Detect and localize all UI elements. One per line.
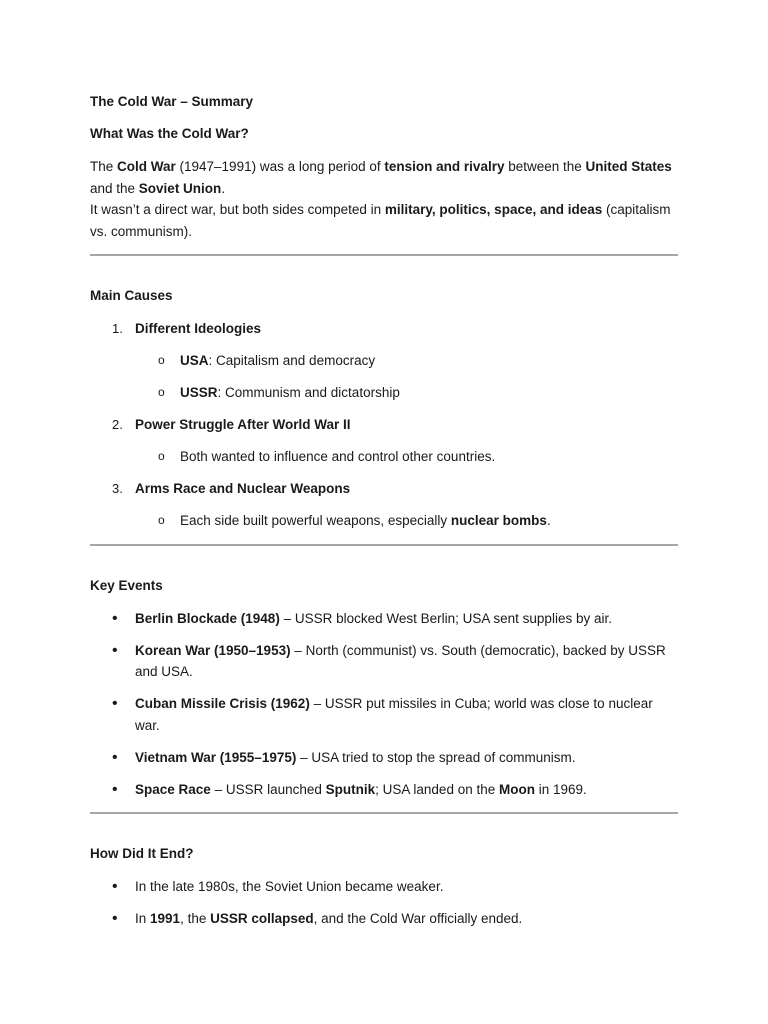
bullet-icon: •: [112, 878, 118, 895]
text-run: (capitalism vs. communism).: [90, 202, 671, 239]
bold-text: Sputnik: [325, 781, 376, 797]
text-run: – USA tried to stop the spread of communism.: [296, 749, 576, 765]
bullet-icon: •: [112, 780, 118, 798]
list-number: 2.: [112, 417, 123, 432]
bold-text: tension and rivalry: [384, 159, 505, 174]
section-heading-main-causes: Main Causes: [90, 288, 173, 303]
sub-list: [135, 350, 678, 404]
circle-bullet-icon: o: [158, 353, 165, 367]
bold-text: USSR collapsed: [210, 911, 314, 926]
bullet-icon: •: [112, 910, 118, 927]
text-run: and the: [90, 180, 139, 196]
text-run: In: [135, 911, 151, 926]
bullet-list: [90, 876, 678, 930]
text-run: in 1969.: [534, 781, 587, 797]
bullet-icon: •: [112, 609, 118, 627]
bold-text: Vietnam War (1955–1975): [135, 749, 297, 765]
circle-bullet-icon: o: [158, 513, 165, 527]
list-item-title: Different Ideologies: [135, 321, 262, 336]
sub-list-item: [135, 510, 678, 532]
document-body: [90, 92, 678, 930]
list-item: [90, 318, 678, 404]
bold-text: military, politics, space, and ideas: [384, 202, 603, 217]
bold-text: 1991: [150, 911, 181, 926]
bold-text: nuclear bombs: [450, 513, 547, 528]
numbered-list: [90, 318, 678, 532]
text-run: In the late 1980s, the Soviet Union became weaker.: [135, 879, 444, 894]
bold-text: USA: [180, 353, 209, 368]
circle-bullet-icon: o: [158, 449, 165, 463]
bold-text: Soviet Union: [138, 180, 222, 196]
text-run: – North (communist) vs. South (democratic), backed by USSR and USA.: [135, 642, 666, 679]
text-run: – USSR put missiles in Cuba; world was close to nuclear war.: [135, 696, 653, 733]
horizontal-divider: [90, 812, 678, 814]
document-title: The Cold War – Summary: [90, 94, 254, 109]
list-item: [90, 779, 678, 801]
list-item: [90, 908, 678, 930]
bold-text: Cuban Missile Crisis (1962): [135, 696, 310, 711]
list-item-title: Power Struggle After World War II: [135, 417, 351, 432]
text-run: – USSR launched: [210, 781, 326, 797]
sub-list-item: [135, 382, 678, 404]
intro-paragraph: [90, 156, 678, 242]
bold-text: USSR: [180, 385, 218, 400]
section-heading-how-ended: How Did It End?: [90, 846, 194, 861]
list-item: [90, 414, 678, 468]
list-item: [90, 747, 678, 769]
text-run: The: [90, 159, 118, 174]
text-run: : Capitalism and democracy: [208, 353, 376, 368]
text-run: (1947–1991) was a long period of: [175, 159, 385, 174]
list-item: [90, 640, 678, 683]
text-run: , and the Cold War officially ended.: [313, 911, 523, 926]
circle-bullet-icon: o: [158, 385, 165, 399]
bold-text: Korean War (1950–1953): [135, 642, 291, 658]
text-run: It wasn’t a direct war, but both sides competed in: [90, 202, 385, 217]
text-run: , the: [180, 911, 211, 926]
list-item: [90, 608, 678, 630]
list-item: [90, 876, 678, 898]
list-item: [90, 478, 678, 532]
list-item-title: Arms Race and Nuclear Weapons: [135, 481, 351, 496]
bold-text: United States: [585, 159, 672, 174]
bullet-icon: •: [112, 748, 118, 766]
horizontal-divider: [90, 254, 678, 256]
list-number: 3.: [112, 481, 123, 496]
horizontal-divider: [90, 544, 678, 546]
text-run: Each side built powerful weapons, especially: [180, 513, 451, 528]
sub-list: [135, 510, 678, 532]
bold-text: Berlin Blockade (1948): [135, 610, 280, 626]
text-run: Both wanted to influence and control other countries.: [180, 449, 496, 464]
list-number: 1.: [112, 321, 123, 336]
bullet-icon: •: [112, 641, 118, 659]
text-run: .: [221, 180, 226, 196]
section-heading-what-was: What Was the Cold War?: [90, 126, 249, 141]
bold-text: Space Race: [135, 781, 211, 797]
text-run: : Communism and dictatorship: [217, 385, 400, 400]
section-heading-key-events: Key Events: [90, 577, 163, 593]
sub-list-item: [135, 350, 678, 372]
text-run: between the: [504, 159, 586, 174]
bullet-icon: •: [112, 695, 118, 712]
text-run: ; USA landed on the: [375, 781, 499, 797]
bold-text: Moon: [498, 781, 535, 797]
bold-text: Cold War: [117, 159, 176, 174]
list-item: [90, 693, 678, 736]
text-run: .: [546, 513, 551, 528]
sub-list: [135, 446, 678, 468]
text-run: – USSR blocked West Berlin; USA sent supplies by air.: [279, 610, 612, 626]
sub-list-item: [135, 446, 678, 468]
bullet-list: [90, 608, 678, 801]
